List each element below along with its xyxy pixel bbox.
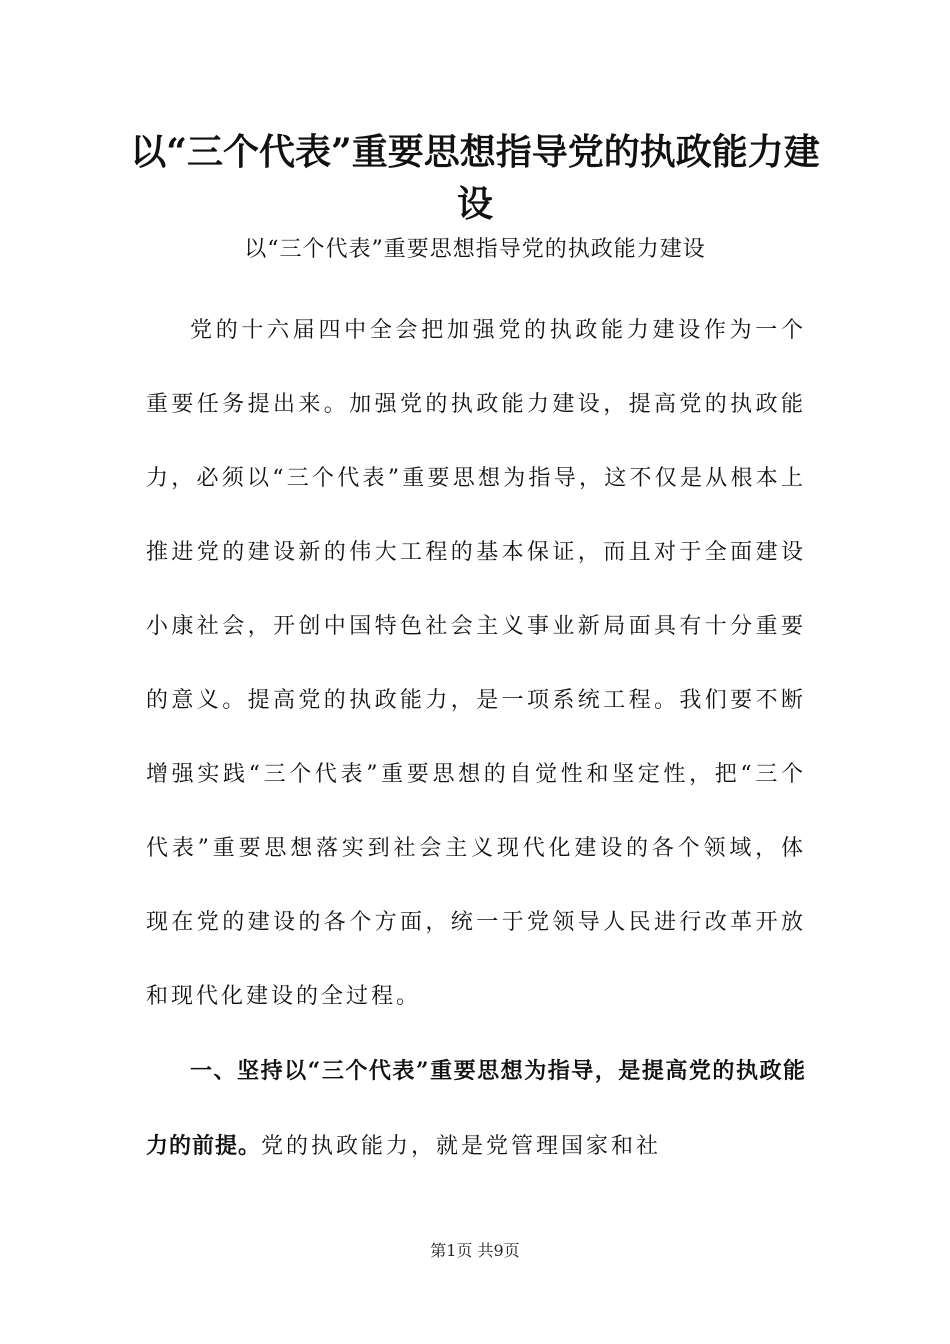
paragraph-2-text: 党的执政能力，就是党管理国家和社 bbox=[261, 1134, 662, 1159]
section-heading: 一、坚持以“三个代表”重要思想为指导，是提高党的执政能力的前提。 bbox=[146, 1058, 806, 1159]
paragraph-2 bbox=[146, 1034, 806, 1184]
document-subtitle: 以“三个代表”重要思想指导党的执政能力建设 bbox=[244, 237, 706, 262]
document-body bbox=[146, 294, 806, 1184]
document-title: 以“三个代表”重要思想指导党的执政能力建设 bbox=[130, 131, 820, 225]
paragraph-1: 党的十六届四中全会把加强党的执政能力建设作为一个重要任务提出来。加强党的执政能力建设，提高党的执政能力，必须以“三个代表”重要思想为指导，这不仅是从根本上推进党的建设新的伟大工程的基本保证，而且对于全面建设小康社会，开创中国特色社会主义事业新局面具有十分重要的意义。提高党的执政能力，是一项系统工程。我们要不断增强实践“三个代表”重要思想的自觉性和坚定性，把“三个代表”重要思想落实到社会主义现代化建设的各个领域，体现在党的建设的各个方面，统一于党领导人民进行改革开放和现代化建设的全过程。 bbox=[146, 318, 806, 1009]
page-number: 第1页 共9页 bbox=[430, 1241, 520, 1260]
